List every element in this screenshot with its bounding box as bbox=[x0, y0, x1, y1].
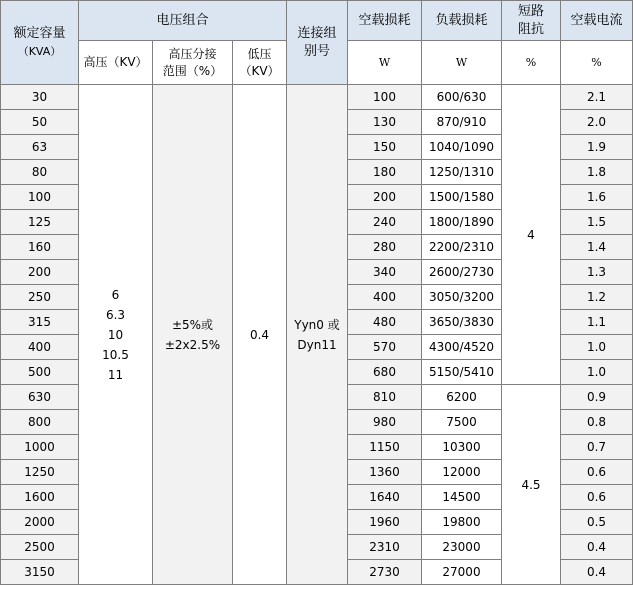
short-circuit-header-line1: 短路 bbox=[517, 3, 544, 19]
load-loss-cell: 3650/3830 bbox=[422, 310, 502, 335]
noload-current-cell: 0.8 bbox=[561, 410, 633, 435]
impedance-cell: 4 bbox=[502, 85, 561, 385]
noload-current-cell: 0.4 bbox=[561, 560, 633, 585]
noload-loss-unit: W bbox=[348, 41, 422, 85]
noload-loss-cell: 570 bbox=[348, 335, 422, 360]
load-loss-cell: 870/910 bbox=[422, 110, 502, 135]
tap-range-cell bbox=[153, 85, 233, 585]
load-loss-cell: 1800/1890 bbox=[422, 210, 502, 235]
noload-current-cell: 0.6 bbox=[561, 485, 633, 510]
load-loss-cell: 1040/1090 bbox=[422, 135, 502, 160]
noload-loss-cell: 1360 bbox=[348, 460, 422, 485]
table-row bbox=[1, 85, 633, 110]
noload-loss-cell: 1960 bbox=[348, 510, 422, 535]
noload-loss-cell: 680 bbox=[348, 360, 422, 385]
noload-loss-cell: 240 bbox=[348, 210, 422, 235]
lv-header-line1: 低压 bbox=[247, 46, 272, 61]
load-loss-cell: 12000 bbox=[422, 460, 502, 485]
noload-loss-cell: 2310 bbox=[348, 535, 422, 560]
capacity-cell: 1000 bbox=[1, 435, 79, 460]
capacity-cell: 1250 bbox=[1, 460, 79, 485]
connection-line2: Dyn11 bbox=[297, 337, 337, 352]
noload-current-cell: 1.1 bbox=[561, 310, 633, 335]
capacity-cell: 250 bbox=[1, 285, 79, 310]
load-loss-cell: 6200 bbox=[422, 385, 502, 410]
noload-current-unit: % bbox=[561, 41, 633, 85]
noload-current-cell: 1.0 bbox=[561, 360, 633, 385]
hv-value-line: 6 bbox=[111, 287, 120, 302]
capacity-header-label: 额定容量 bbox=[13, 25, 66, 41]
noload-current-cell: 2.1 bbox=[561, 85, 633, 110]
noload-loss-cell: 150 bbox=[348, 135, 422, 160]
impedance-cell: 4.5 bbox=[502, 385, 561, 585]
capacity-cell: 125 bbox=[1, 210, 79, 235]
capacity-cell: 100 bbox=[1, 185, 79, 210]
capacity-header-unit: （KVA） bbox=[17, 44, 62, 58]
short-circuit-unit: % bbox=[502, 41, 561, 85]
load-loss-header: 负载损耗 bbox=[422, 1, 502, 41]
capacity-header bbox=[1, 1, 79, 85]
noload-loss-cell: 1640 bbox=[348, 485, 422, 510]
capacity-cell: 800 bbox=[1, 410, 79, 435]
noload-current-cell: 1.9 bbox=[561, 135, 633, 160]
connection-header bbox=[287, 1, 348, 85]
capacity-cell: 630 bbox=[1, 385, 79, 410]
connection-line1: Yyn0 或 bbox=[294, 317, 340, 332]
connection-group-cell bbox=[287, 85, 348, 585]
lv-header-line2: （KV） bbox=[239, 63, 280, 78]
capacity-cell: 1600 bbox=[1, 485, 79, 510]
noload-current-cell: 0.7 bbox=[561, 435, 633, 460]
short-circuit-header bbox=[502, 1, 561, 41]
capacity-cell: 3150 bbox=[1, 560, 79, 585]
capacity-cell: 400 bbox=[1, 335, 79, 360]
connection-header-line1: 连接组 bbox=[297, 25, 337, 41]
load-loss-cell: 19800 bbox=[422, 510, 502, 535]
noload-loss-header: 空载损耗 bbox=[348, 1, 422, 41]
short-circuit-header-line2: 阻抗 bbox=[517, 21, 544, 37]
tap-range-line1: ±5%或 bbox=[171, 317, 214, 332]
noload-current-header: 空载电流 bbox=[561, 1, 633, 41]
voltage-group-header: 电压组合 bbox=[79, 1, 287, 41]
noload-loss-cell: 1150 bbox=[348, 435, 422, 460]
noload-current-cell: 0.9 bbox=[561, 385, 633, 410]
load-loss-cell: 600/630 bbox=[422, 85, 502, 110]
load-loss-cell: 7500 bbox=[422, 410, 502, 435]
hv-value-line: 6.3 bbox=[105, 307, 126, 322]
hv-value-line: 10.5 bbox=[102, 347, 129, 362]
capacity-cell: 200 bbox=[1, 260, 79, 285]
load-loss-cell: 5150/5410 bbox=[422, 360, 502, 385]
tap-range-header-line1: 高压分接 bbox=[168, 46, 217, 61]
capacity-cell: 80 bbox=[1, 160, 79, 185]
capacity-cell: 50 bbox=[1, 110, 79, 135]
noload-loss-cell: 980 bbox=[348, 410, 422, 435]
noload-current-cell: 1.6 bbox=[561, 185, 633, 210]
load-loss-cell: 1500/1580 bbox=[422, 185, 502, 210]
hv-header: 高压（KV） bbox=[79, 41, 153, 85]
capacity-cell: 63 bbox=[1, 135, 79, 160]
noload-loss-cell: 480 bbox=[348, 310, 422, 335]
lv-value-cell: 0.4 bbox=[233, 85, 287, 585]
noload-loss-cell: 2730 bbox=[348, 560, 422, 585]
load-loss-cell: 1250/1310 bbox=[422, 160, 502, 185]
capacity-cell: 30 bbox=[1, 85, 79, 110]
noload-loss-cell: 340 bbox=[348, 260, 422, 285]
noload-current-cell: 1.2 bbox=[561, 285, 633, 310]
noload-loss-cell: 180 bbox=[348, 160, 422, 185]
lv-header bbox=[233, 41, 287, 85]
noload-loss-cell: 280 bbox=[348, 235, 422, 260]
load-loss-cell: 23000 bbox=[422, 535, 502, 560]
noload-current-cell: 0.4 bbox=[561, 535, 633, 560]
noload-current-cell: 0.6 bbox=[561, 460, 633, 485]
capacity-cell: 500 bbox=[1, 360, 79, 385]
noload-loss-cell: 200 bbox=[348, 185, 422, 210]
load-loss-cell: 2600/2730 bbox=[422, 260, 502, 285]
connection-header-line2: 别号 bbox=[303, 43, 330, 59]
noload-current-cell: 1.0 bbox=[561, 335, 633, 360]
noload-current-cell: 0.5 bbox=[561, 510, 633, 535]
noload-current-cell: 2.0 bbox=[561, 110, 633, 135]
load-loss-cell: 27000 bbox=[422, 560, 502, 585]
noload-current-cell: 1.4 bbox=[561, 235, 633, 260]
tap-range-header bbox=[153, 41, 233, 85]
noload-loss-cell: 100 bbox=[348, 85, 422, 110]
hv-value-line: 11 bbox=[107, 367, 124, 382]
hv-values-cell bbox=[79, 85, 153, 585]
capacity-cell: 315 bbox=[1, 310, 79, 335]
tap-range-line2: ±2x2.5% bbox=[164, 337, 221, 352]
capacity-cell: 160 bbox=[1, 235, 79, 260]
load-loss-unit: W bbox=[422, 41, 502, 85]
noload-current-cell: 1.5 bbox=[561, 210, 633, 235]
noload-current-cell: 1.8 bbox=[561, 160, 633, 185]
noload-current-cell: 1.3 bbox=[561, 260, 633, 285]
load-loss-cell: 2200/2310 bbox=[422, 235, 502, 260]
load-loss-cell: 4300/4520 bbox=[422, 335, 502, 360]
tap-range-header-line2: 范围（%） bbox=[162, 63, 223, 78]
noload-loss-cell: 130 bbox=[348, 110, 422, 135]
capacity-cell: 2500 bbox=[1, 535, 79, 560]
hv-value-line: 10 bbox=[107, 327, 124, 342]
capacity-cell: 2000 bbox=[1, 510, 79, 535]
noload-loss-cell: 400 bbox=[348, 285, 422, 310]
load-loss-cell: 3050/3200 bbox=[422, 285, 502, 310]
load-loss-cell: 10300 bbox=[422, 435, 502, 460]
load-loss-cell: 14500 bbox=[422, 485, 502, 510]
noload-loss-cell: 810 bbox=[348, 385, 422, 410]
